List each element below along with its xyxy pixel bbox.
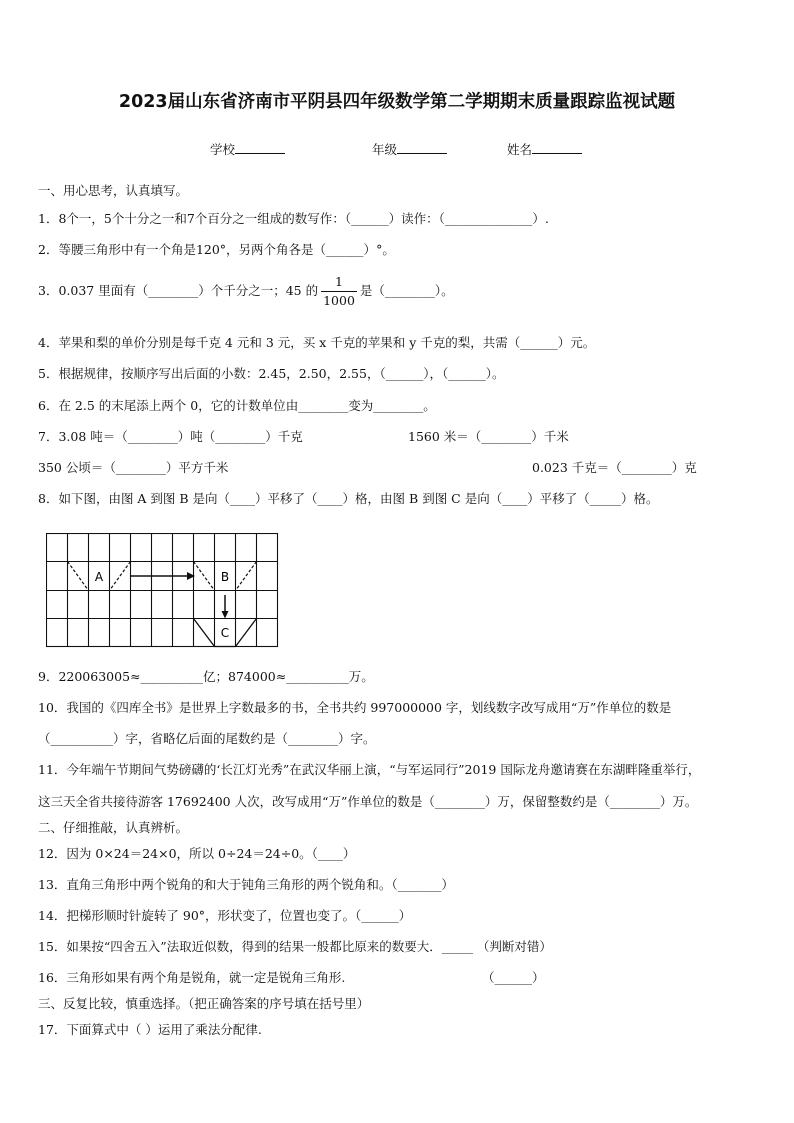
question-14: 14．把梯形顺时针旋转了 90°，形状变了，位置也变了。（______）: [38, 908, 412, 923]
question-3-text-b: 是（________）。: [359, 283, 454, 298]
question-5: 5．根据规律，按顺序写出后面的小数：2.45，2.50，2.55，（______），（______）。: [38, 366, 505, 381]
section-heading-1: 一、用心思考，认真填写。: [38, 183, 189, 198]
question-7d: 0.023 千克＝（________）克: [532, 460, 697, 475]
name-label: 姓名: [507, 142, 533, 157]
question-1: 1．8个一，5个十分之一和7个百分之一组成的数写作：（______）读作：（______________）.: [38, 211, 549, 226]
section-heading-3: 三、反复比较，慎重选择。（把正确答案的序号填在括号里）: [38, 996, 370, 1011]
grid-lines: [46, 533, 278, 647]
question-11-line-2: 这三天全省共接待游客 17692400 人次，改写成用“万”作单位的数是（________）万，保留整数约是（________）万。: [38, 794, 698, 809]
fraction-numerator: 1: [321, 273, 357, 292]
fraction: [321, 273, 357, 310]
grade-label: 年级: [372, 142, 398, 157]
question-9: 9．220063005≈__________亿；874000≈__________万。: [38, 669, 374, 684]
section-heading-2: 二、仔细推敲，认真辨析。: [38, 820, 189, 835]
question-10-line-2: （__________）字，省略亿后面的尾数约是（________）字。: [38, 731, 376, 746]
question-6: 6．在 2.5 的末尾添上两个 0，它的计数单位由________变为________。: [38, 398, 436, 413]
question-2: 2．等腰三角形中有一个角是120°，另两个角各是（______）°。: [38, 242, 395, 257]
school-label: 学校: [210, 142, 236, 157]
question-13: 13．直角三角形中两个锐角的和大于钝角三角形的两个锐角和。（_______）: [38, 877, 454, 892]
question-11-line-1: 11．今年端午节期间气势磅礴的‘长江灯光秀”在武汉华丽上演，“与军运同行”2019 国际龙舟邀请赛在东湖畔隆重举行，: [38, 762, 701, 777]
question-7b: 1560 米＝（________）千米: [408, 429, 569, 444]
label-c: C: [220, 626, 230, 640]
question-16-answer: （______）: [482, 970, 545, 985]
question-4: 4．苹果和梨的单价分别是每千克 4 元和 3 元，买 x 千克的苹果和 y 千克的梨，共需（______）元。: [38, 335, 596, 350]
question-8: 8．如下图，由图 A 到图 B 是向（____）平移了（____）格，由图 B 到图 C 是向（____）平移了（_____）格。: [38, 491, 659, 506]
question-7a: 7．3.08 吨＝（________）吨（________）千克: [38, 429, 303, 444]
label-a: A: [94, 570, 104, 584]
grade-field[interactable]: [372, 140, 447, 158]
page-title: 2023届山东省济南市平阴县四年级数学第二学期期末质量跟踪监视试题: [118, 92, 676, 112]
translation-grid-figure: [46, 533, 282, 649]
question-3: [38, 273, 454, 310]
question-3-text-a: 3．0.037 里面有（________）个千分之一；45 的: [38, 283, 319, 298]
fraction-denominator: 1000: [323, 293, 355, 308]
question-7c: 350 公顷＝（________）平方千米: [38, 460, 229, 475]
name-field[interactable]: [507, 140, 582, 158]
question-16: 16．三角形如果有两个角是锐角，就一定是锐角三角形.: [38, 970, 346, 985]
school-field[interactable]: [210, 140, 285, 158]
question-10-line-1: 10．我国的《四库全书》是世界上字数最多的书，全书共约 997000000 字，划线数字改写成用“万”作单位的数是: [38, 700, 672, 715]
label-b: B: [220, 570, 230, 584]
arrow-b-to-c-head: [222, 611, 229, 619]
question-15: 15．如果按“四舍五入”法取近似数，得到的结果一般都比原来的数要大．_____ （判断对错）: [38, 939, 552, 954]
question-17: 17．下面算式中（ ）运用了乘法分配律.: [38, 1022, 262, 1037]
question-12: 12．因为 0×24＝24×0，所以 0÷24＝24÷0。（____）: [38, 846, 356, 861]
